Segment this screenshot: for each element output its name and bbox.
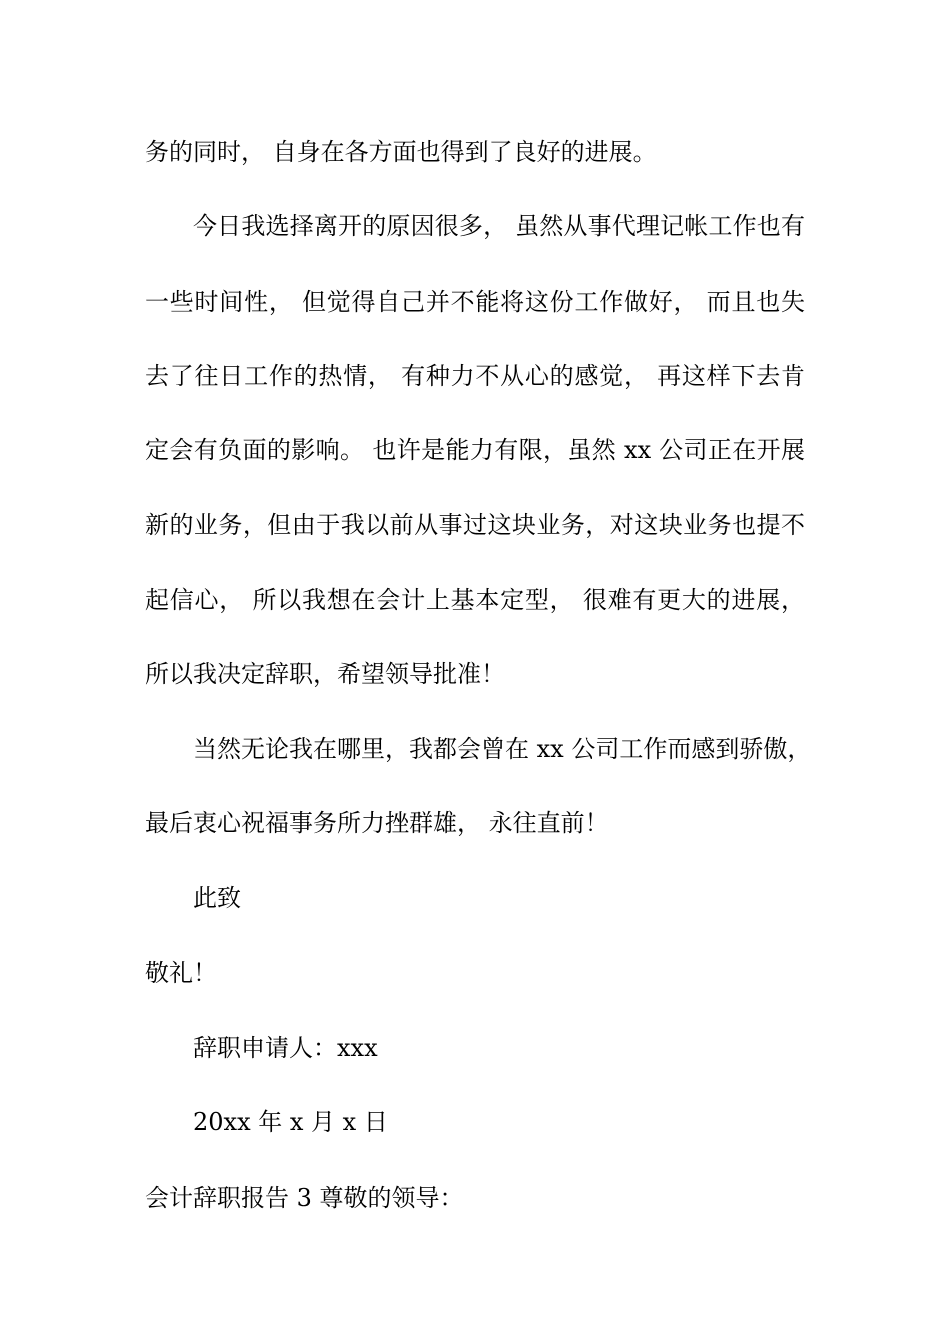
paragraph-line: 今日我选择离开的原因很多， 虽然从事代理记帐工作也有 (193, 212, 805, 240)
paragraph-line: 一些时间性， 但觉得自己并不能将这份工作做好， 而且也失 (145, 288, 805, 316)
next-section-heading: 会计辞职报告 3 尊敬的领导： (145, 1184, 464, 1212)
paragraph-line: 所以我决定辞职，希望领导批准！ (145, 660, 505, 688)
paragraph-line: 当然无论我在哪里，我都会曾在 xx 公司工作而感到骄傲， (193, 735, 812, 763)
closing-salutation: 此致 (193, 884, 241, 912)
paragraph-line: 起信心， 所以我想在会计上基本定型， 很难有更大的进展， (145, 586, 805, 614)
document-date: 20xx 年 x 月 x 日 (193, 1108, 388, 1136)
closing-regards: 敬礼！ (145, 959, 217, 987)
paragraph-line: 去了往日工作的热情， 有种力不从心的感觉， 再这样下去肯 (145, 362, 805, 390)
paragraph-line: 务的同时， 自身在各方面也得到了良好的进展。 (145, 138, 657, 166)
applicant-signature: 辞职申请人：xxx (193, 1034, 378, 1062)
paragraph-line: 新的业务，但由于我以前从事过这块业务，对这块业务也提不 (145, 511, 805, 539)
paragraph-line: 最后衷心祝福事务所力挫群雄， 永往直前！ (145, 809, 609, 837)
paragraph-line: 定会有负面的影响。 也许是能力有限，虽然 xx 公司正在开展 (145, 436, 805, 464)
